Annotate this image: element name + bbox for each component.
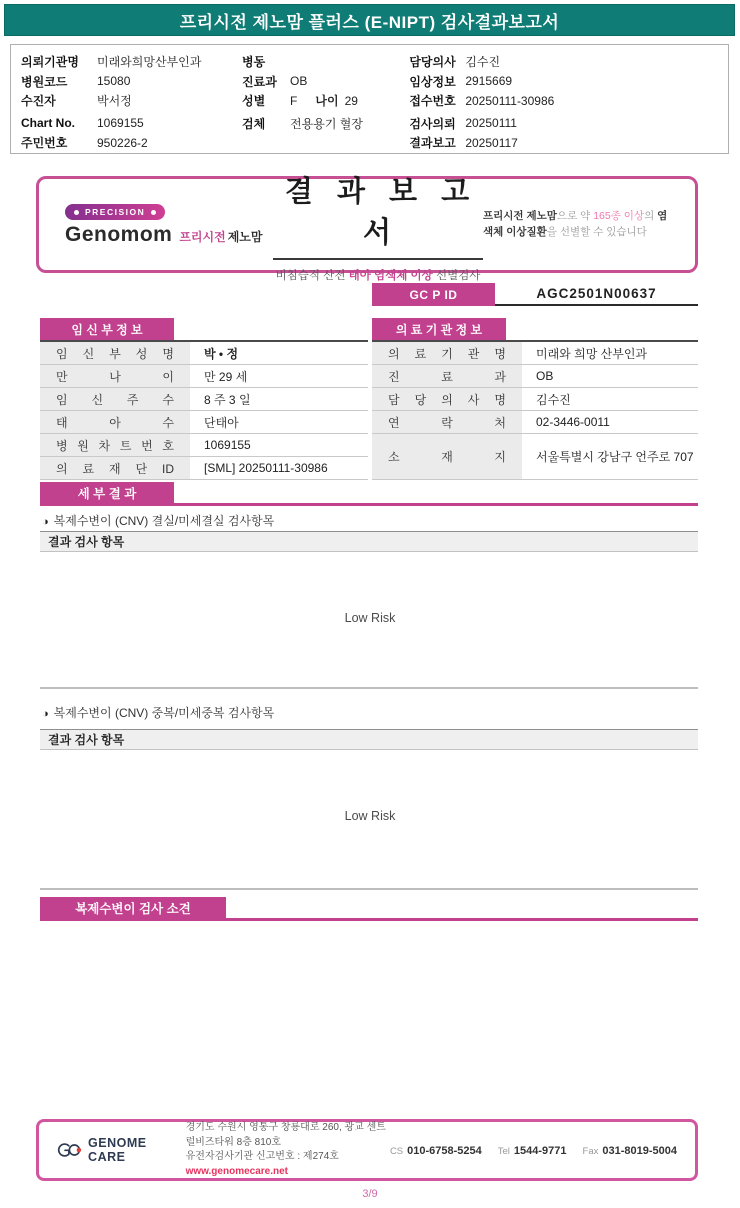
result-column-header: 결과 검사 항목 — [40, 729, 698, 750]
fax-contact — [583, 1141, 677, 1159]
report-title-banner — [4, 4, 735, 36]
table-row — [372, 434, 698, 480]
info-row — [242, 52, 409, 72]
table-row — [40, 365, 368, 388]
footer-card — [36, 1119, 698, 1181]
row-value: 김수진 — [536, 392, 571, 407]
half-circle-icon: ◑ — [42, 516, 49, 528]
deletion-result: Low Risk — [344, 611, 396, 625]
field-value: 29 — [344, 93, 358, 108]
mother-info-table — [40, 318, 368, 480]
field-label: 수진자 — [21, 94, 56, 109]
field-value: 2915669 — [465, 74, 513, 89]
row-value: 8 주 3 일 — [204, 392, 251, 407]
info-row — [21, 114, 242, 134]
section-tab: 복제수변이 검사 소견 — [40, 897, 226, 918]
field-label: 나이 — [315, 94, 339, 109]
subtitle-text: 복제수변이 (CNV) 중복/미세중복 검사항목 — [53, 706, 275, 720]
section-tab: 세 부 결 과 — [40, 482, 174, 503]
website-link: www.genomecare.net — [185, 1165, 288, 1177]
promo-accent: 165종 이상 — [593, 210, 645, 222]
row-value: OB — [536, 369, 554, 383]
field-label: 접수번호 — [409, 94, 456, 109]
genomom-logo — [65, 202, 273, 248]
section-divider — [40, 687, 698, 689]
contact-label: Fax — [582, 1146, 599, 1157]
section-divider — [40, 888, 698, 890]
result-column-header: 결과 검사 항목 — [40, 531, 698, 552]
contact-number: 010-6758-5254 — [407, 1145, 482, 1157]
field-value: F — [290, 93, 298, 108]
half-circle-icon: ◑ — [42, 708, 49, 720]
field-value: 김수진 — [465, 55, 501, 70]
patient-info-col1 — [21, 52, 242, 153]
info-row — [21, 52, 242, 72]
address-line1: 경기도 수원시 영통구 창룡대로 260, 광교 센트럴비즈타워 8층 810호 — [185, 1122, 386, 1148]
patient-info-col3 — [409, 52, 718, 153]
row-label: 임 신 주 수 — [56, 392, 174, 407]
row-value: 미래와 희망 산부인과 — [536, 346, 647, 361]
row-label: 만 나 이 — [56, 369, 174, 384]
row-value: 1069155 — [204, 438, 251, 452]
field-value: 20250111 — [465, 116, 517, 131]
row-value: 02-3446-0011 — [536, 415, 610, 429]
gcpid-label: GC P ID — [372, 283, 495, 306]
row-value: [SML] 20250111-30986 — [204, 461, 328, 475]
table-row — [40, 342, 368, 365]
field-value: OB — [290, 74, 308, 89]
field-value: 전용용기 혈장 — [290, 116, 363, 131]
address-line2: 유전자검사기관 신고번호 : 제274호 — [185, 1151, 339, 1162]
tel-contact — [498, 1141, 567, 1159]
table-row — [372, 411, 698, 434]
patient-info-col2 — [242, 52, 409, 153]
promo-text: 으로 약 — [556, 210, 594, 222]
row-label: 연 락 처 — [388, 415, 506, 430]
patient-info-panel — [10, 44, 729, 154]
info-row — [21, 91, 242, 111]
table-row — [40, 434, 368, 457]
duplication-result: Low Risk — [344, 809, 396, 823]
contact-label: Tel — [497, 1146, 510, 1157]
field-value: 20250111-30986 — [465, 93, 555, 108]
clinic-info-table — [372, 318, 698, 480]
precision-badge: PRECISION — [65, 204, 165, 220]
row-label: 담 당 의 사 명 — [388, 392, 506, 407]
brand-kr: 제노맘 — [227, 230, 263, 245]
logo-text: GENOME CARE — [88, 1136, 147, 1164]
report-title: 프리시전 제노맘 플러스 (E-NIPT) 검사결과보고서 — [179, 12, 560, 32]
report-card-subtitle — [273, 267, 483, 283]
footer-contacts — [390, 1141, 677, 1159]
findings-section-header — [40, 897, 698, 921]
contact-number: 031-8019-5004 — [602, 1145, 677, 1157]
row-value: 박 • 정 — [204, 346, 239, 361]
detail-results-section-header — [40, 482, 698, 506]
row-label: 의 료 재 단 ID — [56, 461, 174, 476]
subtitle-pre: 비침습적 산전 — [275, 269, 349, 282]
info-row — [242, 91, 409, 111]
subtitle-accent: 태아 염색체 이상 — [348, 269, 433, 282]
subtitle-post: 선별검사 — [432, 269, 481, 282]
field-label: 성별 — [242, 94, 266, 109]
cnv-deletion-subtitle — [42, 512, 274, 529]
report-header-card — [36, 175, 698, 282]
info-row — [242, 72, 409, 92]
field-label: 의뢰기관명 — [21, 55, 79, 70]
row-label: 소 재 지 — [388, 450, 506, 464]
table-row — [372, 342, 698, 365]
info-row — [409, 114, 718, 134]
row-label: 임 신 부 성 명 — [56, 346, 174, 361]
report-card-title-block — [273, 169, 483, 283]
promo-text — [483, 209, 675, 240]
table-row — [40, 411, 368, 434]
info-row — [409, 52, 718, 72]
info-row — [242, 114, 409, 134]
info-row — [409, 133, 718, 153]
field-label: 임상정보 — [409, 74, 456, 89]
field-label: 검체 — [242, 116, 266, 131]
table-row — [372, 388, 698, 411]
cnv-duplication-subtitle — [42, 704, 274, 721]
field-label: 주민번호 — [21, 136, 68, 151]
promo-bold: 염색체 이상질환 — [483, 210, 668, 238]
row-label: 병 원 차 트 번 호 — [56, 438, 174, 453]
page-number: 3/9 — [362, 1188, 378, 1200]
row-value: 서울특별시 강남구 언주로 707 — [536, 450, 694, 464]
field-value: 1069155 — [97, 116, 144, 131]
row-value: 단태아 — [204, 415, 239, 430]
field-value: 박서정 — [97, 94, 132, 109]
info-row — [409, 72, 718, 92]
row-label: 태 아 수 — [56, 415, 174, 430]
field-label: 병동 — [242, 55, 266, 70]
row-label: 의 료 기 관 명 — [388, 346, 506, 361]
info-row — [21, 72, 242, 92]
report-card-title: 결 과 보 고 서 — [273, 169, 483, 260]
clinic-info-header: 의 료 기 관 정 보 — [372, 318, 506, 340]
brand-name: Genomom — [65, 223, 173, 247]
mother-info-header: 임 신 부 정 보 — [40, 318, 174, 340]
promo-text: 의 — [644, 210, 658, 222]
info-row — [409, 91, 718, 111]
brand-kr-accent: 프리시전 — [179, 230, 226, 245]
field-label: Chart No. — [21, 116, 75, 131]
field-label: 검사의뢰 — [409, 116, 456, 131]
gcpid-value: AGC2501N00637 — [495, 283, 698, 306]
field-label: 진료과 — [242, 74, 277, 89]
contact-number: 1544-9771 — [513, 1145, 567, 1157]
table-row — [40, 388, 368, 411]
field-value: 950226-2 — [97, 135, 148, 150]
field-label: 결과보고 — [409, 136, 456, 151]
genome-care-logo-icon — [57, 1138, 82, 1162]
field-label: 병원코드 — [21, 74, 68, 89]
subtitle-text: 복제수변이 (CNV) 결실/미세결실 검사항목 — [53, 514, 275, 528]
footer-address — [186, 1121, 390, 1179]
promo-bold: 프리시전 제노맘 — [483, 210, 557, 222]
row-label: 진 료 과 — [388, 369, 506, 384]
row-value: 만 29 세 — [204, 369, 248, 384]
info-row — [21, 133, 242, 153]
contact-label: CS — [389, 1146, 404, 1157]
genome-care-logo — [57, 1136, 158, 1164]
table-row — [40, 457, 368, 480]
promo-text: 을 선별할 수 있습니다 — [546, 225, 647, 238]
field-value: 15080 — [97, 74, 131, 89]
cs-contact — [390, 1141, 482, 1159]
table-row — [372, 365, 698, 388]
field-label: 담당의사 — [409, 55, 456, 70]
field-value: 20250117 — [465, 135, 518, 150]
field-value: 미래와희망산부인과 — [97, 55, 202, 70]
